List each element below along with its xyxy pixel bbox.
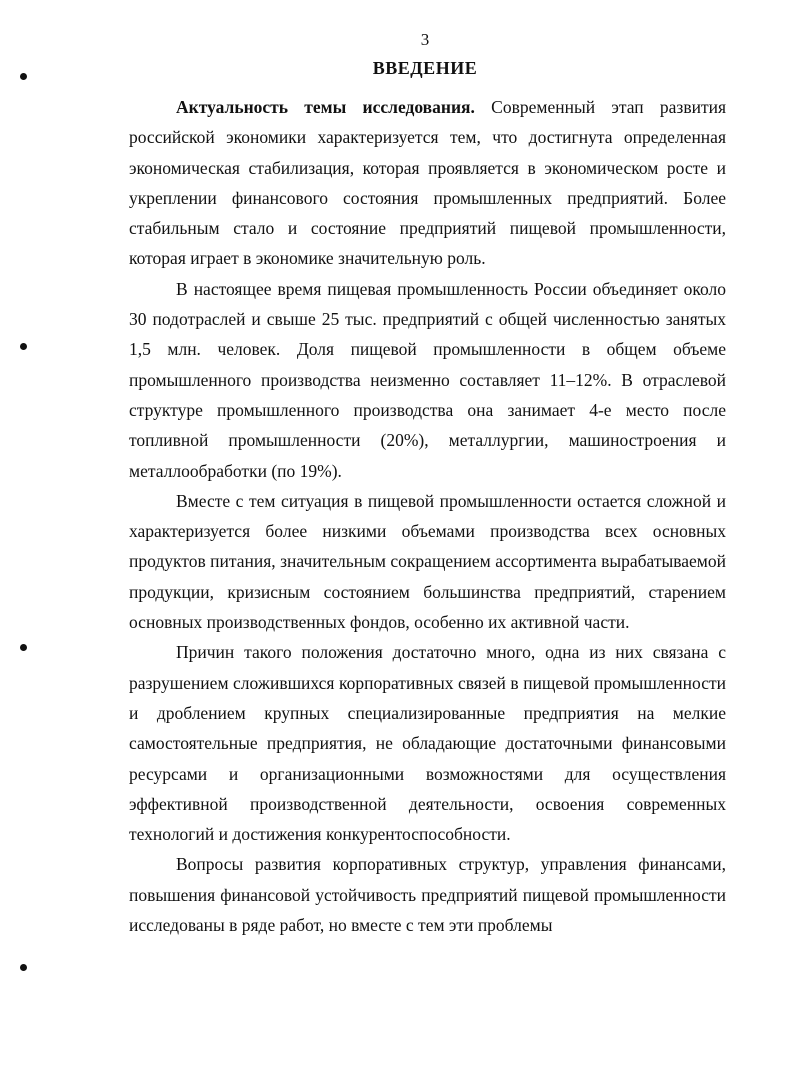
paragraph-causes: Причин такого положения достаточно много, одна из них связана с разрушением сложившихся корпоративных связей в пищевой промышленности и дроблением крупных специализированные предприятия на мелкие самостоятельные предприятия, не обладающие достаточными финансовыми ресурсами и организационными возможностями для осуществления эффективной производственной деятельности, освоения современных технологий и достижения конкурентоспособности.	[129, 642, 726, 845]
paragraph-industry-overview: В настоящее время пищевая промышленность России объединяет около 30 подотраслей и свыше 25 тыс. предприятий с общей численностью занятых 1,5 млн. человек. Доля пищевой промышленности в общем объеме промышленного производства неизменно составляет 11–12%. В отраслевой структуре промышленного производства она занимает 4-е место после топливной промышленности (20%), металлургии, машиностроения и металлообработки (по 19%).	[129, 278, 726, 481]
binder-hole-mark	[20, 964, 27, 971]
page-number: 3	[420, 30, 430, 49]
body-text	[129, 92, 726, 940]
paragraph-research-questions: Вопросы развития корпоративных структур, управления финансами, повышения финансовой устойчивость предприятий пищевой промышленности исследованы в ряде работ, но вместе с тем эти проблемы	[129, 854, 726, 936]
paragraph-text: Современный этап развития российской экономики характеризуется тем, что достигнута определенная экономическая стабилизация, которая проявляется в экономическом росте и укреплении финансового состояния промышленных предприятий. Более стабильным стало и состояние предприятий пищевой промышленности, которая играет в экономике значительную роль.	[129, 97, 727, 269]
binder-hole-mark	[20, 644, 27, 651]
paragraph-industry-situation: Вместе с тем ситуация в пищевой промышленности остается сложной и характеризуется более низкими объемами производства всех основных продуктов питания, значительным сокращением ассортимента вырабатываемой продукции, кризисным состоянием большинства предприятий, старением основных производственных фондов, особенно их активной части.	[129, 490, 726, 633]
binder-hole-mark	[20, 343, 27, 350]
paragraph-relevance	[129, 92, 726, 274]
section-heading: ВВЕДЕНИЕ	[372, 58, 478, 78]
paragraph-lead: Актуальность темы исследования.	[176, 97, 475, 117]
